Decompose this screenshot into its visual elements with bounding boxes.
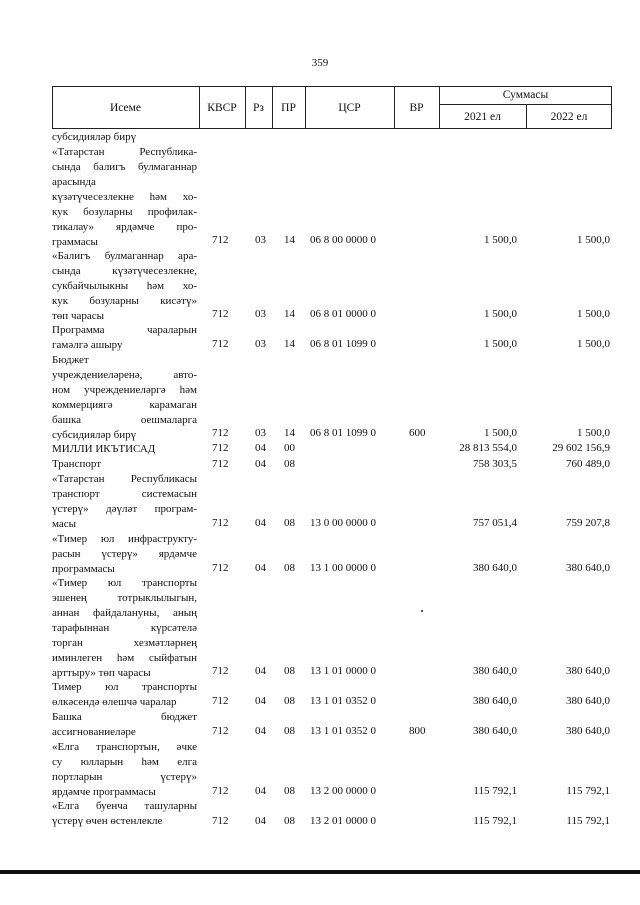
table-row: [52, 442, 612, 457]
col-header-rz: Рз: [253, 101, 264, 114]
row-name: [52, 680, 197, 710]
sum-2022-cell: 1 500,0: [577, 338, 610, 351]
row-name-line: үстерү» дәүләт програм-: [52, 503, 197, 516]
row-name-line: аннан файдалануны, аның: [52, 607, 197, 620]
table-row: [52, 457, 612, 472]
kvsr-cell: 712: [212, 442, 229, 455]
rz-cell: 04: [255, 457, 266, 470]
row-name-line: ассигнованиеләре: [52, 725, 136, 738]
kvsr-cell: 712: [212, 457, 229, 470]
sum-2021-cell: 1 500,0: [484, 427, 517, 440]
row-name-line: сукбайчылыкны һәм хо-: [52, 279, 197, 292]
row-name-line: тикалау» ярдәмче про-: [52, 221, 197, 234]
row-name-line: үстерү өчен өстенлекле: [52, 815, 163, 828]
sum-2022-cell: 115 792,1: [566, 784, 610, 797]
table-row: [52, 710, 612, 739]
rz-cell: 04: [255, 695, 266, 708]
table-row: [52, 472, 612, 531]
row-name-line: Транспорт: [52, 458, 102, 470]
kvsr-cell: 712: [212, 695, 229, 708]
kvsr-cell: 712: [212, 308, 229, 321]
row-name-line: «Елга транспортын, әчке: [52, 740, 197, 753]
row-name-line: төп чарасы: [52, 309, 105, 322]
table-row: [52, 249, 612, 323]
table-row: [52, 323, 612, 352]
pr-cell: 08: [284, 561, 295, 574]
row-name-line: эшенең тотрыклылыгын,: [52, 592, 197, 605]
sum-2022-cell: 380 640,0: [566, 665, 610, 678]
rz-cell: 04: [255, 814, 266, 827]
row-name-line: Программа чараларын: [52, 323, 197, 336]
sum-2022-cell: 29 602 156,9: [552, 442, 610, 455]
csr-cell: 13 1 01 0352 0: [310, 725, 376, 738]
page-number: 359: [311, 57, 329, 69]
row-name-line: коммерциягә карамаган: [52, 398, 197, 411]
pr-cell: 08: [284, 517, 295, 530]
col-header-year2: 2022 ел: [550, 110, 588, 123]
row-name-line: «Татарстан Республикасы: [52, 473, 197, 486]
sum-2022-cell: 380 640,0: [566, 725, 610, 738]
pr-cell: 14: [284, 427, 295, 440]
table-row: [52, 145, 612, 248]
rz-cell: 04: [255, 561, 266, 574]
rz-cell: 04: [255, 665, 266, 678]
sum-2021-cell: 1 500,0: [484, 338, 517, 351]
sum-2021-cell: 380 640,0: [473, 665, 517, 678]
csr-cell: 06 8 01 1099 0: [310, 338, 376, 351]
row-name-line: башка оешмаларга: [52, 413, 197, 426]
table-row: [52, 576, 612, 679]
row-name-line: расын үстерү» ярдәмче: [52, 547, 197, 560]
row-name-line: иминлеген һәм сыйфатын: [52, 652, 197, 665]
kvsr-cell: 712: [212, 338, 229, 351]
sum-2022-cell: 1 500,0: [577, 427, 610, 440]
pr-cell: 08: [284, 665, 295, 678]
csr-cell: 13 2 00 0000 0: [310, 784, 376, 797]
pr-cell: 08: [284, 814, 295, 827]
csr-cell: 13 2 01 0000 0: [310, 814, 376, 827]
row-name-line: торган хезмәтләрнең: [52, 637, 197, 650]
row-name-line: масы: [52, 518, 77, 531]
row-name-line: «Елга буенча ташуларны: [52, 800, 197, 813]
rz-cell: 03: [255, 427, 266, 440]
row-name: [52, 353, 197, 443]
kvsr-cell: 712: [212, 234, 229, 247]
pr-cell: 08: [284, 457, 295, 470]
kvsr-cell: 712: [212, 517, 229, 530]
csr-cell: 06 8 00 0000 0: [310, 234, 376, 247]
row-name-line: субсидияләр бирү: [52, 131, 137, 143]
sum-2021-cell: 757 051,4: [473, 517, 517, 530]
row-name-line: ном учреждениеләргә һәм: [52, 383, 197, 396]
row-name: [52, 532, 197, 577]
row-name-line: портларын үстерү»: [52, 770, 197, 783]
kvsr-cell: 712: [212, 427, 229, 440]
row-name-line: ярдәмче программасы: [52, 785, 156, 798]
row-name: [52, 710, 197, 740]
sum-2022-cell: 760 489,0: [566, 457, 610, 470]
row-name: [52, 799, 197, 829]
pr-cell: 14: [284, 308, 295, 321]
rz-cell: 04: [255, 784, 266, 797]
csr-cell: 13 1 00 0000 0: [310, 561, 376, 574]
row-name-line: гамәлгә ашыру: [52, 338, 123, 351]
row-name-line: өлкәсендә өлешчә чаралар: [52, 695, 177, 708]
table-row: [52, 130, 612, 145]
row-name: [52, 130, 197, 145]
rz-cell: 03: [255, 234, 266, 247]
sum-2021-cell: 1 500,0: [484, 234, 517, 247]
sum-2022-cell: 380 640,0: [566, 561, 610, 574]
kvsr-cell: 712: [212, 725, 229, 738]
row-name-line: арасында: [52, 176, 96, 189]
col-header-kvsr: КВСР: [207, 101, 237, 114]
sum-2021-cell: 115 792,1: [473, 784, 517, 797]
sum-2022-cell: 1 500,0: [577, 308, 610, 321]
row-name: [52, 457, 197, 472]
pr-cell: 00: [284, 442, 295, 455]
pr-cell: 08: [284, 784, 295, 797]
col-header-csr: ЦСР: [338, 101, 361, 114]
pr-cell: 14: [284, 234, 295, 247]
sum-2022-cell: 380 640,0: [566, 695, 610, 708]
rz-cell: 04: [255, 517, 266, 530]
scan-speck: [421, 610, 423, 612]
row-name-line: «Балигъ булмаганнар ара-: [52, 249, 197, 262]
vr-cell: 600: [409, 427, 426, 440]
col-header-name: Исеме: [109, 101, 142, 114]
row-name-line: кук бозуларны профилак-: [52, 206, 197, 219]
kvsr-cell: 712: [212, 665, 229, 678]
sum-2022-cell: 1 500,0: [577, 234, 610, 247]
row-name-line: күзәтүчесезлекне һәм хо-: [52, 191, 197, 204]
col-header-vr: ВР: [409, 101, 424, 114]
sum-2021-cell: 380 640,0: [473, 725, 517, 738]
col-header-pr: ПР: [281, 101, 296, 114]
table-row: [52, 532, 612, 576]
pr-cell: 08: [284, 695, 295, 708]
rz-cell: 04: [255, 442, 266, 455]
row-name-line: субсидияләр бирү: [52, 428, 137, 441]
row-name-line: Тимер юл транспорты: [52, 680, 197, 693]
sum-2021-cell: 28 813 554,0: [459, 442, 517, 455]
row-name-line: арттыру» төп чарасы: [52, 667, 151, 680]
sum-2021-cell: 115 792,1: [473, 814, 517, 827]
row-name: [52, 740, 197, 800]
sum-2021-cell: 380 640,0: [473, 561, 517, 574]
scan-edge-bar: [0, 870, 640, 874]
kvsr-cell: 712: [212, 784, 229, 797]
row-name-line: Башка бюджет: [52, 710, 197, 723]
col-header-year1: 2021 ел: [464, 110, 501, 123]
sum-2022-cell: 759 207,8: [566, 517, 610, 530]
row-name-line: программасы: [52, 562, 115, 575]
sum-2021-cell: 1 500,0: [484, 308, 517, 321]
sum-2022-cell: 115 792,1: [566, 814, 610, 827]
row-name-line: «Тимер юл инфраструкту-: [52, 532, 197, 545]
table-row: [52, 740, 612, 799]
row-name-line: «Тимер юл транспорты: [52, 577, 197, 590]
row-name-line: кук бозуларны кисәтү»: [52, 294, 197, 307]
table-row: [52, 353, 612, 441]
rz-cell: 03: [255, 308, 266, 321]
pr-cell: 14: [284, 338, 295, 351]
table-row: [52, 680, 612, 709]
vr-cell: 800: [409, 725, 426, 738]
table-row: [52, 799, 612, 828]
csr-cell: 13 1 01 0352 0: [310, 695, 376, 708]
csr-cell: 06 8 01 0000 0: [310, 308, 376, 321]
row-name: [52, 145, 197, 250]
kvsr-cell: 712: [212, 561, 229, 574]
row-name-line: учреждениеләренә, авто-: [52, 368, 197, 381]
row-name-line: транспорт системасын: [52, 488, 197, 501]
row-name-line: Бюджет: [52, 353, 89, 366]
row-name: [52, 442, 197, 457]
row-name: [52, 472, 197, 532]
row-name: [52, 249, 197, 324]
sum-2021-cell: 380 640,0: [473, 695, 517, 708]
row-name: [52, 576, 197, 681]
row-name-line: МИЛЛИ ИКЪТИСАД: [52, 442, 156, 455]
csr-cell: 13 1 01 0000 0: [310, 665, 376, 678]
col-header-sums: Суммасы: [502, 89, 549, 101]
row-name-line: «Татарстан Республика-: [52, 146, 197, 159]
row-name-line: тарафыннан күрсәтелә: [52, 622, 197, 635]
row-name-line: граммасы: [52, 236, 98, 249]
row-name-line: сында балигъ булмаганнар: [52, 161, 197, 174]
rz-cell: 04: [255, 725, 266, 738]
row-name-line: су юлларын һәм елга: [52, 755, 197, 768]
rz-cell: 03: [255, 338, 266, 351]
csr-cell: 06 8 01 1099 0: [310, 427, 376, 440]
csr-cell: 13 0 00 0000 0: [310, 517, 376, 530]
kvsr-cell: 712: [212, 814, 229, 827]
pr-cell: 08: [284, 725, 295, 738]
sum-2021-cell: 758 303,5: [473, 457, 517, 470]
row-name: [52, 323, 197, 353]
row-name-line: сында күзәтүчесезлекне,: [52, 264, 197, 277]
